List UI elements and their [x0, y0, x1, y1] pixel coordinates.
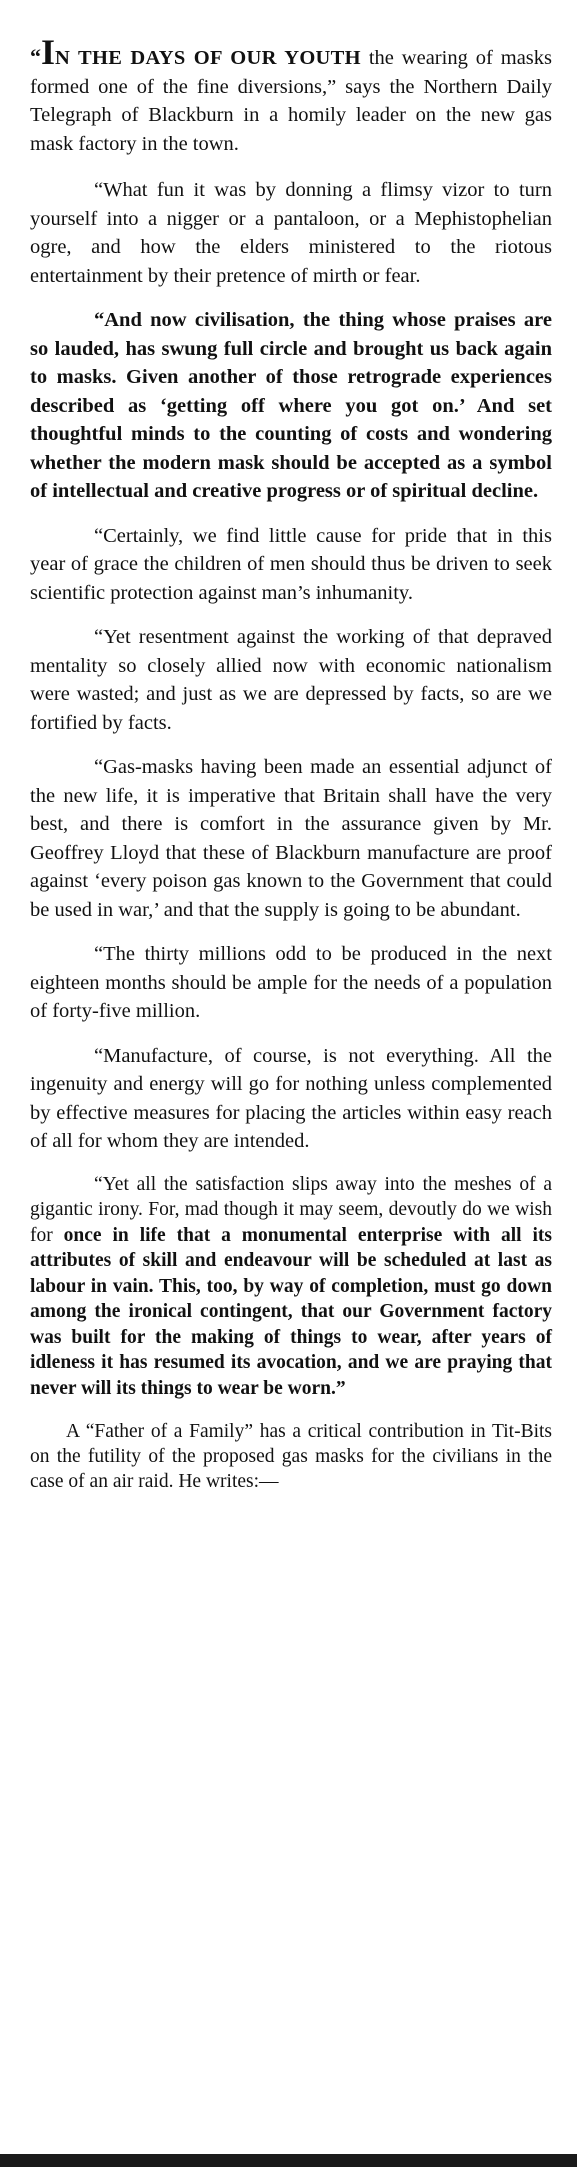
lead-caps: N THE DAYS OF OUR YOUTH: [55, 47, 361, 69]
paragraph-5: “Gas-masks having been made an essential adjunct of the new life, it is imperative that Britain shall have the very best, and there is comfort in the assurance given by Mr. Geoffrey Lloyd that these of Blackburn manufacture are proof against ‘every poison gas known to the Government that could be used in war,’ and that the supply is going to be abundant.: [30, 756, 552, 921]
paragraph-7: “Manufacture, of course, is not everything. All the ingenuity and energy will go for nothing unless complemented by effective measures for placing the articles within easy reach of all for whom they are intended.: [30, 1044, 552, 1152]
final-quote-bottom: once in life that a monumental enterprise with all its attributes of skill and endeavour will be scheduled at last as labour in vain. This, too, by way of completion, must go down among the ironical contingent, that our Government factory was built for the making of things to wear, after years of idleness it has resumed its avocation, and we are praying that never will its things to wear be worn.”: [30, 1224, 552, 1399]
lead-text: the wearing of masks formed one of the fine diversions,” says the Northern Daily Telegraph of Blackburn in a homily leader on the new gas mask factory in the town.: [30, 47, 552, 155]
paragraph-1: “What fun it was by donning a flimsy vizor to turn yourself into a nigger or a pantaloon, or a Mephistophelian ogre, and how the elders ministered to the riotous entertainment by their pretence of mirth or fear.: [30, 179, 552, 287]
lead-dropcap: I: [41, 32, 56, 72]
article-column: [30, 32, 552, 1510]
article-lead: [30, 32, 552, 158]
paragraph-3: “Certainly, we find little cause for pride that in this year of grace the children of men should thus be driven to seek scientific protection against man’s inhumanity.: [30, 524, 552, 604]
paragraph-final-quote: [30, 1172, 552, 1402]
paragraph-2: “And now civilisation, the thing whose praises are so lauded, has swung full circle and brought us back again to masks. Given another of those retrograde experiences described as ‘getting off where you got on.’ And set thoughtful minds to the counting of costs and wondering whether the modern mask should be accepted as a symbol of intellectual and creative progress or of spiritual decline.: [30, 309, 552, 502]
paragraph-4: “Yet resentment against the working of that depraved mentality so closely allied now with economic nationalism were wasted; and just as we are depressed by facts, so are we fortified by facts.: [30, 626, 552, 734]
bottom-rule: [0, 2154, 577, 2167]
lead-open-quote: “: [30, 44, 41, 69]
paragraph-6: “The thirty millions odd to be produced in the next eighteen months should be ample for the needs of a population of forty-five million.: [30, 943, 552, 1022]
final-quote-top: “Yet all the satisfaction slips away into the meshes of a gigantic irony. For, mad though it may seem, devoutly do we wish for: [30, 1173, 552, 1246]
paragraph-closing: A “Father of a Family” has a critical contribution in Tit-Bits on the futility of the proposed gas masks for the civilians in the case of an air raid. He writes:—: [30, 1421, 552, 1492]
